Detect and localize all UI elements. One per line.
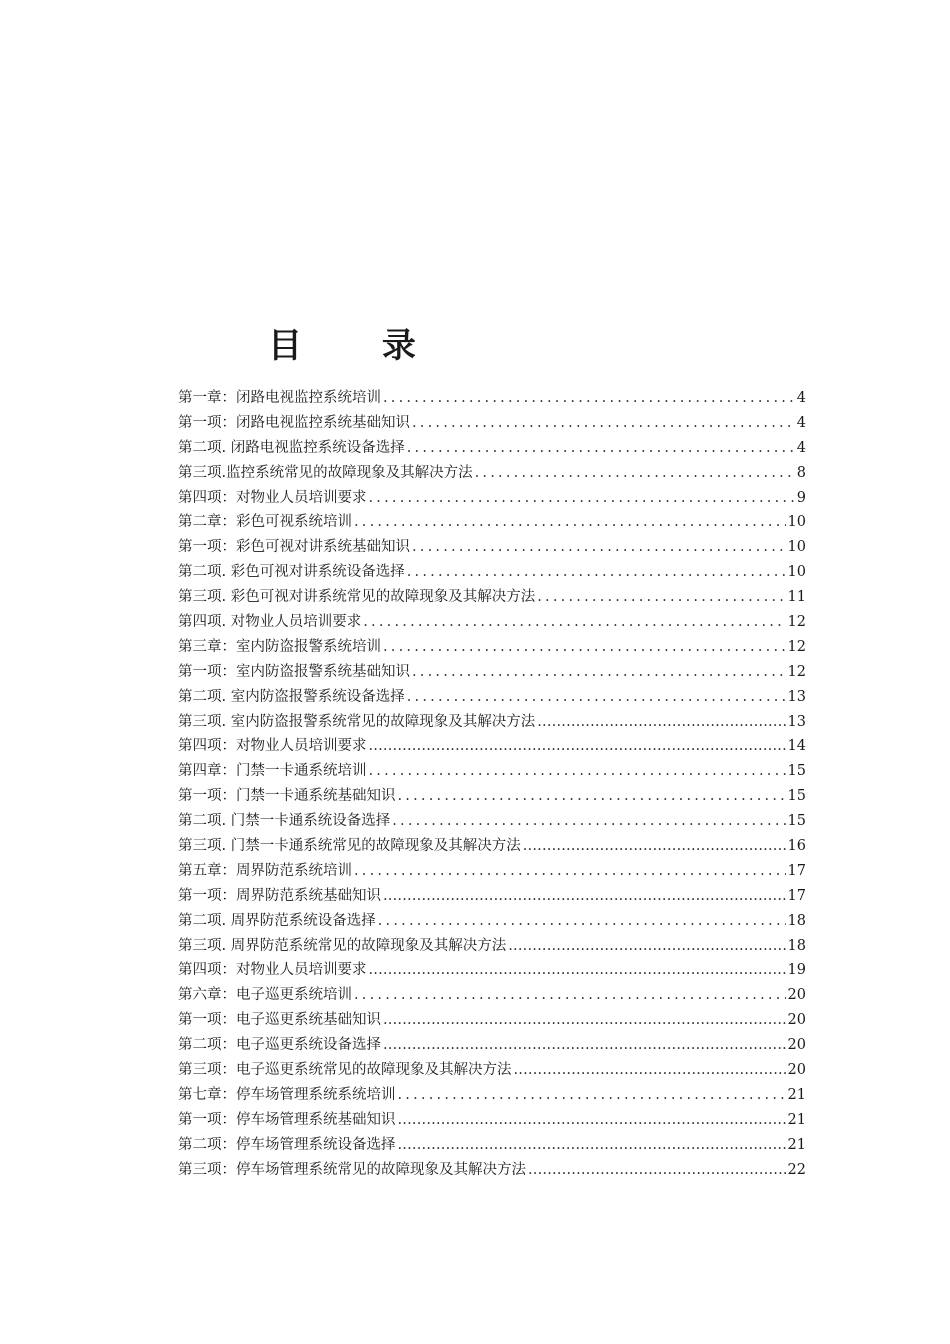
toc-dot-leader [407, 685, 786, 710]
toc-entry-text: 第一章：闭路电视监控系统培训 [178, 390, 381, 406]
toc-entry-text: 第二项. 室内防盗报警系统设备选择 [178, 688, 405, 705]
toc-entry-text: 第三项. 彩色可视对讲系统常见的故障现象及其解决方法 [178, 589, 536, 606]
toc-entry-text: 第三项.监控系统常见的故障现象及其解决方法 [178, 464, 473, 481]
toc-dot-leader [369, 958, 786, 983]
toc-entry-page-number: 18 [787, 912, 806, 929]
toc-dot-leader [369, 734, 786, 759]
toc-entry[interactable] [178, 1133, 806, 1158]
toc-entry[interactable] [178, 934, 806, 959]
toc-entry-page-number: 12 [787, 638, 806, 655]
toc-entry-text: 第四项. 对物业人员培训要求 [178, 614, 362, 631]
toc-entry[interactable] [178, 909, 806, 934]
toc-entry[interactable] [178, 809, 806, 834]
toc-entry[interactable] [178, 834, 806, 859]
toc-entry-text: 第二项. 周界防范系统设备选择 [178, 912, 376, 929]
toc-entry[interactable] [178, 1083, 806, 1108]
toc-entry-text: 第五章：周界防范系统培训 [178, 862, 352, 879]
toc-entry-text: 第六章：电子巡更系统培训 [178, 987, 352, 1004]
toc-entry[interactable] [178, 734, 806, 759]
toc-dot-leader [369, 486, 795, 511]
toc-dot-leader [412, 535, 786, 560]
toc-dot-leader [537, 710, 785, 735]
toc-dot-leader [407, 436, 795, 461]
toc-dot-leader [398, 1108, 786, 1133]
toc-entry[interactable] [178, 510, 806, 535]
toc-entry-text: 第二项. 彩色可视对讲系统设备选择 [178, 564, 405, 581]
toc-title: 目 录 [268, 326, 450, 366]
toc-dot-leader [369, 759, 786, 784]
toc-entry-text: 第一项：门禁一卡通系统基础知识 [178, 788, 396, 805]
toc-entry[interactable] [178, 1158, 806, 1183]
toc-list [178, 386, 806, 1183]
toc-dot-leader [398, 1083, 786, 1108]
toc-entry-text: 第一项：闭路电视监控系统基础知识 [178, 414, 410, 431]
toc-entry-text: 第三项. 门禁一卡通系统常见的故障现象及其解决方法 [178, 838, 521, 855]
toc-dot-leader [354, 510, 786, 535]
toc-entry[interactable] [178, 560, 806, 585]
toc-dot-leader [383, 635, 786, 660]
toc-entry-page-number: 4 [796, 439, 806, 456]
toc-dot-leader [383, 386, 795, 411]
toc-entry-text: 第四项：对物业人员培训要求 [178, 489, 367, 506]
toc-dot-leader [407, 560, 786, 585]
toc-entry-text: 第一项：室内防盗报警系统基础知识 [178, 663, 410, 680]
toc-entry-page-number: 13 [787, 688, 806, 705]
toc-entry-page-number: 17 [787, 862, 806, 879]
toc-entry[interactable] [178, 784, 806, 809]
toc-entry-text: 第二项：停车场管理系统设备选择 [178, 1136, 396, 1153]
toc-dot-leader [354, 983, 786, 1008]
toc-dot-leader [475, 461, 795, 486]
toc-entry-page-number: 19 [787, 962, 806, 979]
toc-entry-page-number: 21 [787, 1111, 806, 1128]
toc-entry-page-number: 4 [796, 414, 806, 431]
toc-entry-page-number: 20 [787, 987, 806, 1004]
toc-entry-text: 第二项：电子巡更系统设备选择 [178, 1037, 381, 1054]
toc-entry[interactable] [178, 585, 806, 610]
toc-dot-leader [363, 610, 785, 635]
toc-entry-text: 第二项. 门禁一卡通系统设备选择 [178, 813, 391, 830]
toc-entry-page-number: 10 [787, 514, 806, 531]
toc-entry-text: 第三项：停车场管理系统常见的故障现象及其解决方法 [178, 1161, 526, 1178]
toc-entry-page-number: 10 [787, 564, 806, 581]
toc-entry-page-number: 8 [796, 464, 806, 481]
toc-entry-text: 第一项：停车场管理系统基础知识 [178, 1111, 396, 1128]
toc-entry-page-number: 12 [787, 663, 806, 680]
toc-entry[interactable] [178, 411, 806, 436]
toc-entry-text: 第二项. 闭路电视监控系统设备选择 [178, 439, 405, 456]
toc-dot-leader [508, 934, 785, 959]
toc-entry-text: 第四项：对物业人员培训要求 [178, 738, 367, 755]
toc-dot-leader [383, 884, 786, 909]
toc-entry-text: 第三章：室内防盗报警系统培训 [178, 638, 381, 655]
toc-entry-text: 第四项：对物业人员培训要求 [178, 962, 367, 979]
toc-entry[interactable] [178, 1033, 806, 1058]
toc-entry-page-number: 11 [787, 589, 806, 606]
toc-entry-page-number: 20 [787, 1062, 806, 1079]
toc-entry-text: 第三项. 室内防盗报警系统常见的故障现象及其解决方法 [178, 713, 536, 730]
toc-dot-leader [398, 784, 786, 809]
toc-entry-text: 第一项：电子巡更系统基础知识 [178, 1012, 381, 1029]
toc-dot-leader [354, 859, 786, 884]
toc-entry[interactable] [178, 1058, 806, 1083]
toc-entry-page-number: 13 [787, 713, 806, 730]
toc-entry-page-number: 15 [787, 763, 806, 780]
toc-entry[interactable] [178, 610, 806, 635]
toc-entry[interactable] [178, 983, 806, 1008]
toc-dot-leader [392, 809, 785, 834]
toc-entry-page-number: 15 [787, 813, 806, 830]
toc-entry-page-number: 18 [787, 937, 806, 954]
toc-dot-leader [523, 834, 786, 859]
toc-dot-leader [398, 1133, 786, 1158]
toc-entry-page-number: 20 [787, 1037, 806, 1054]
toc-entry-page-number: 4 [796, 390, 806, 406]
toc-entry-page-number: 17 [787, 887, 806, 904]
toc-entry[interactable] [178, 386, 806, 411]
toc-entry-text: 第七章：停车场管理系统系统培训 [178, 1086, 396, 1103]
toc-entry-page-number: 14 [787, 738, 806, 755]
toc-entry[interactable] [178, 685, 806, 710]
toc-entry-page-number: 15 [787, 788, 806, 805]
toc-dot-leader [383, 1008, 786, 1033]
toc-entry[interactable] [178, 486, 806, 511]
toc-entry[interactable] [178, 710, 806, 735]
toc-entry-text: 第三项：电子巡更系统常见的故障现象及其解决方法 [178, 1062, 512, 1079]
toc-entry[interactable] [178, 1108, 806, 1133]
toc-entry[interactable] [178, 461, 806, 486]
toc-entry-text: 第四章：门禁一卡通系统培训 [178, 763, 367, 780]
toc-entry-page-number: 16 [787, 838, 806, 855]
toc-entry-page-number: 22 [787, 1161, 806, 1178]
toc-dot-leader [528, 1158, 786, 1183]
toc-entry[interactable] [178, 535, 806, 560]
toc-dot-leader [514, 1058, 786, 1083]
toc-entry-page-number: 21 [787, 1086, 806, 1103]
toc-entry-text: 第一项：周界防范系统基础知识 [178, 887, 381, 904]
toc-entry[interactable] [178, 759, 806, 784]
toc-dot-leader [412, 660, 786, 685]
toc-entry[interactable] [178, 1008, 806, 1033]
toc-entry[interactable] [178, 635, 806, 660]
toc-entry-page-number: 12 [787, 614, 806, 631]
toc-entry-text: 第三项. 周界防范系统常见的故障现象及其解决方法 [178, 937, 507, 954]
toc-entry[interactable] [178, 859, 806, 884]
toc-entry-page-number: 9 [796, 489, 806, 506]
toc-dot-leader [378, 909, 786, 934]
toc-entry[interactable] [178, 958, 806, 983]
toc-entry-page-number: 10 [787, 539, 806, 556]
toc-entry-page-number: 21 [787, 1136, 806, 1153]
toc-entry-page-number: 20 [787, 1012, 806, 1029]
toc-entry[interactable] [178, 660, 806, 685]
toc-entry[interactable] [178, 884, 806, 909]
toc-dot-leader [412, 411, 795, 436]
toc-entry-text: 第一项：彩色可视对讲系统基础知识 [178, 539, 410, 556]
toc-dot-leader [537, 585, 785, 610]
toc-entry-text: 第二章：彩色可视系统培训 [178, 514, 352, 531]
toc-entry[interactable] [178, 436, 806, 461]
toc-dot-leader [383, 1033, 786, 1058]
